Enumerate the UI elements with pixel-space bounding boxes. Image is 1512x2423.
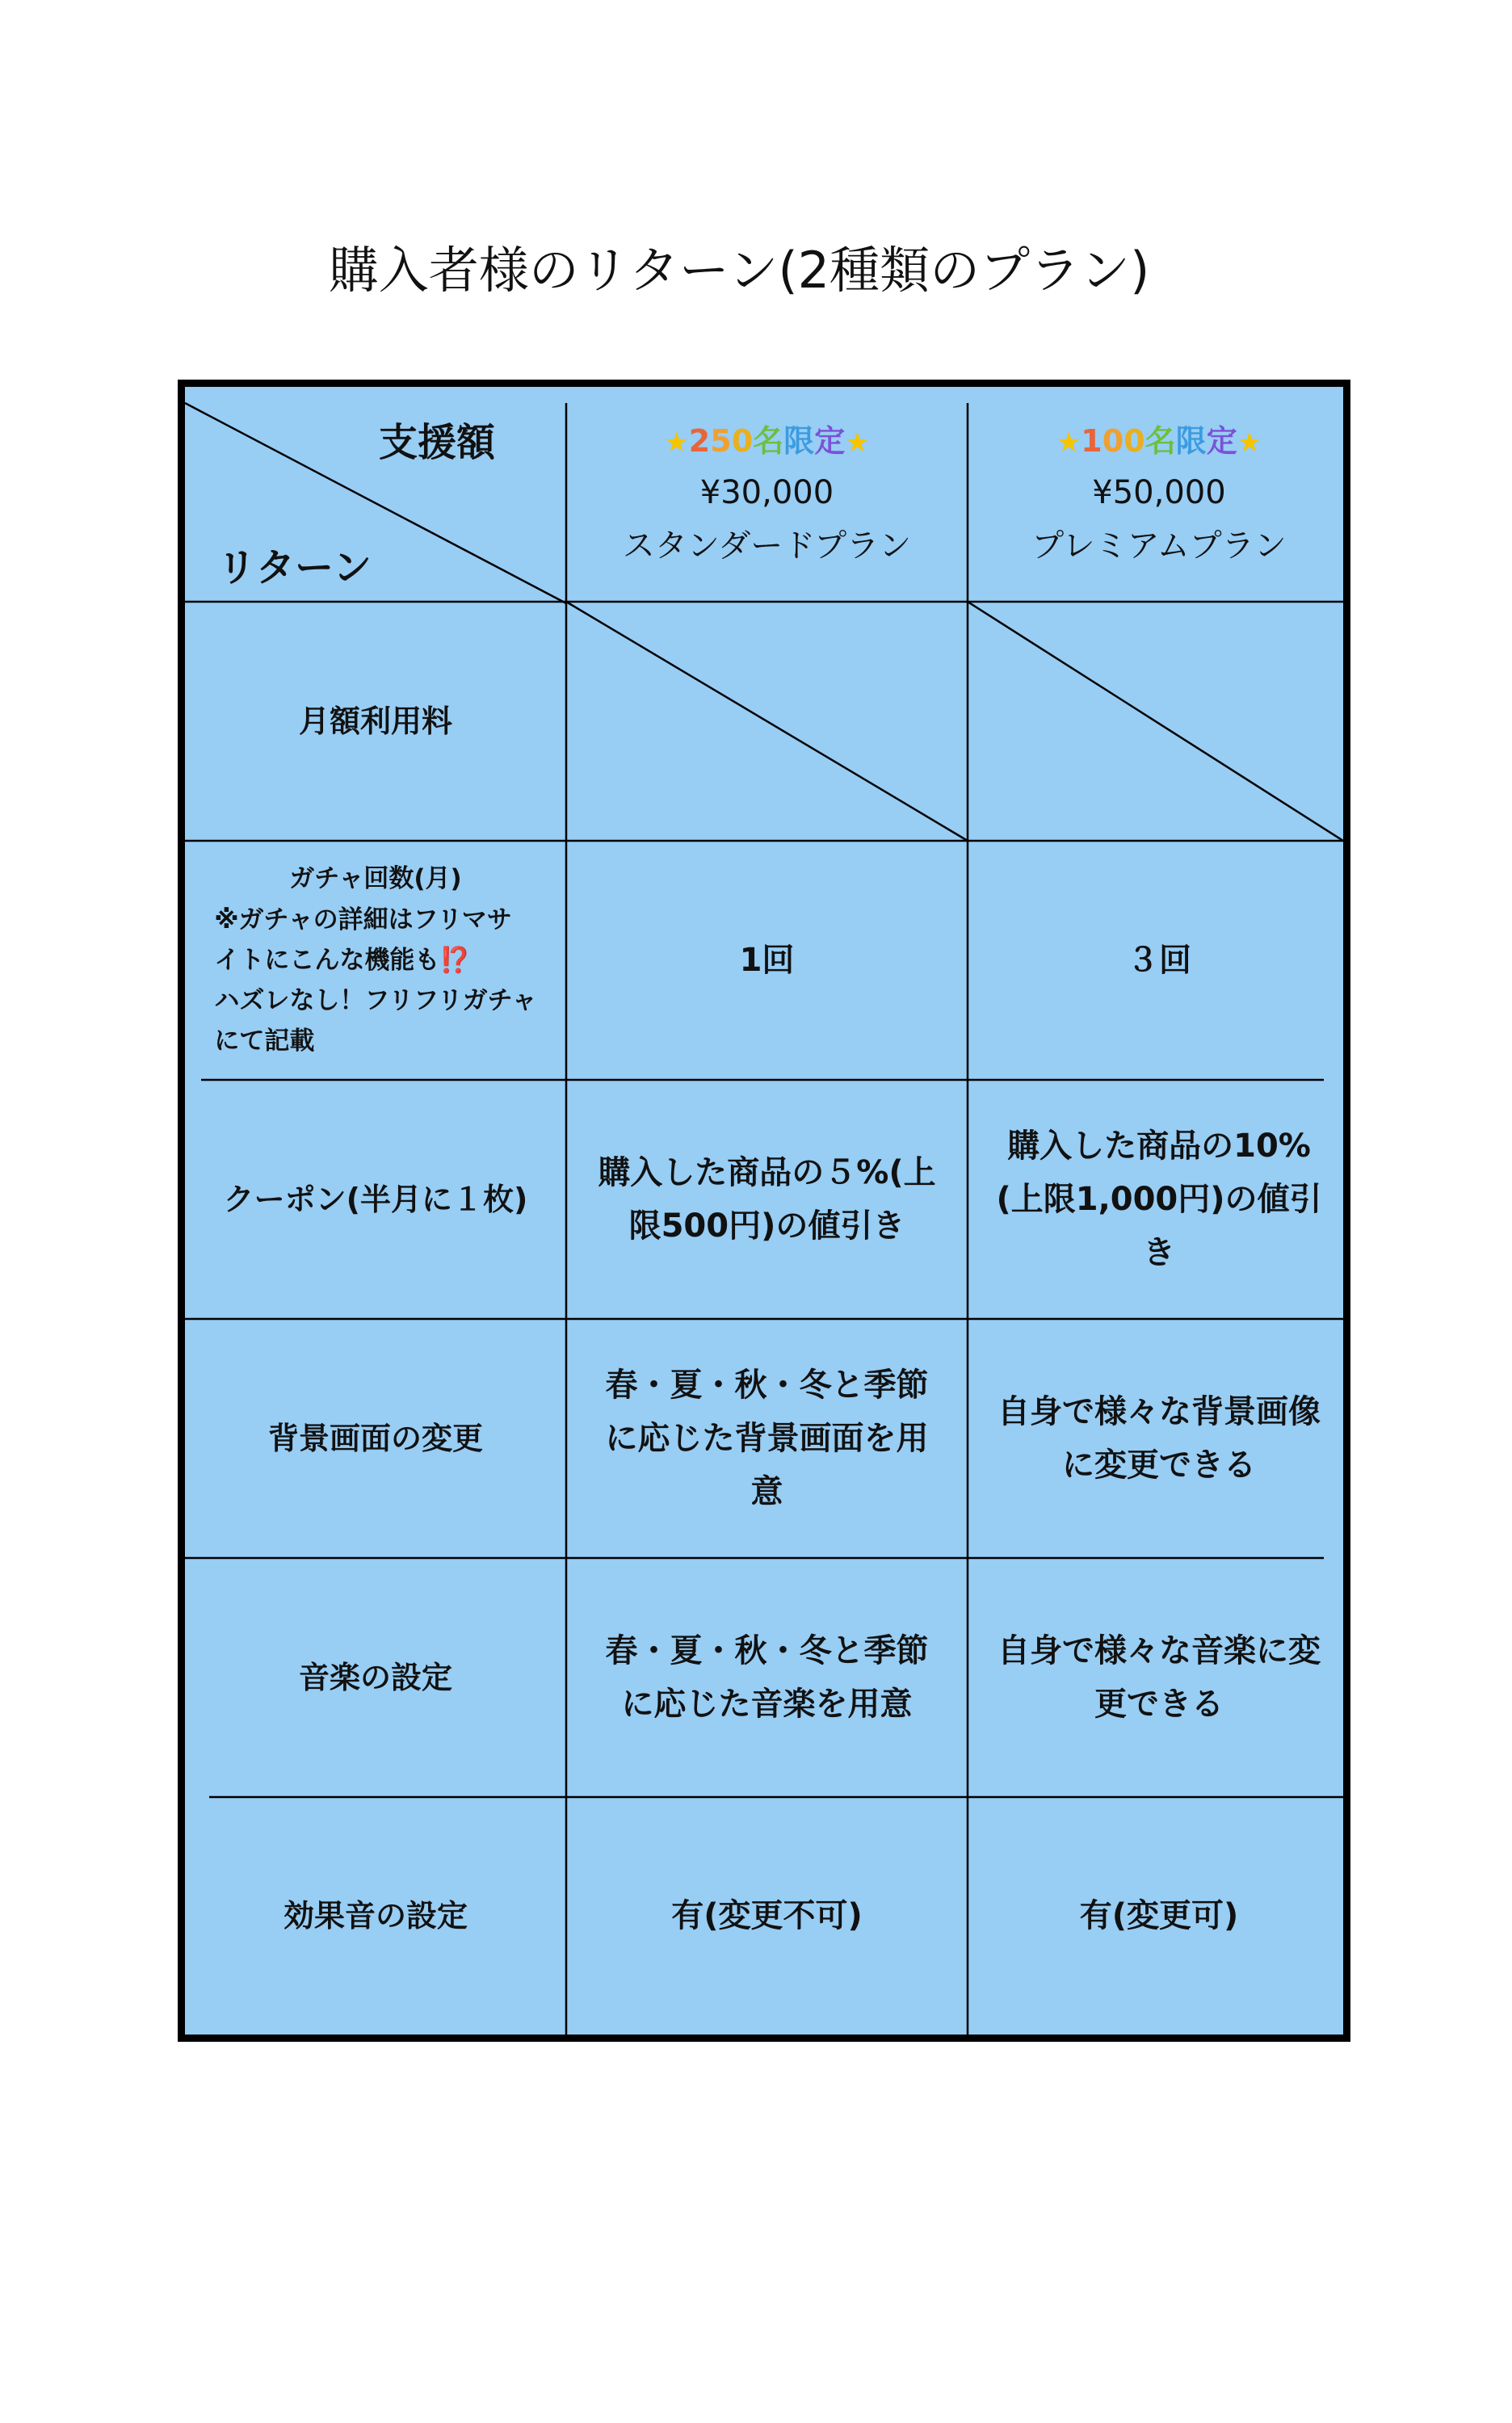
star-icon: ★ xyxy=(1237,426,1262,459)
limit-char: 0 xyxy=(1102,422,1124,459)
row-label-coupon: クーポン(半月に１枚) xyxy=(223,1181,528,1217)
text-line: き xyxy=(1143,1234,1175,1271)
corner-label-amount: 支援額 xyxy=(379,420,496,465)
premium-plan-name: プレミアムプラン xyxy=(1031,527,1287,565)
text-line: に応じた背景画面を用 xyxy=(605,1420,929,1457)
limit-char: 限 xyxy=(1175,422,1207,459)
corner-label-returns: リターン xyxy=(217,545,372,590)
standard-background xyxy=(566,1319,968,1558)
text-line: 限500円)の値引き xyxy=(628,1207,905,1245)
text-line: 更できる xyxy=(1094,1686,1224,1723)
limit-char: 1 xyxy=(1081,422,1102,459)
standard-gacha-count: 1回 xyxy=(739,942,795,979)
returns-table xyxy=(178,380,1350,2042)
gacha-label-line: ハズレなし！フリフリガチャ xyxy=(214,986,537,1016)
text-line: 購入した商品の10% xyxy=(1007,1128,1311,1165)
premium-background xyxy=(968,1319,1350,1558)
limit-char: 5 xyxy=(710,422,732,459)
page-title: 購入者様のリターン(2種類のプラン) xyxy=(328,241,1150,300)
text-line: 購入した商品の５%(上 xyxy=(598,1154,936,1191)
standard-fee-diagonal xyxy=(566,602,968,841)
limit-char: 0 xyxy=(1124,422,1145,459)
standard-plan-header xyxy=(566,387,968,602)
limit-char: 2 xyxy=(688,422,711,459)
star-icon: ★ xyxy=(664,426,689,459)
premium-gacha-count: ３回 xyxy=(1127,942,1191,979)
text-line: 意 xyxy=(750,1473,783,1510)
row-label-background: 背景画面の変更 xyxy=(267,1420,483,1456)
text-line: 春・夏・秋・冬と季節 xyxy=(605,1367,929,1404)
gacha-label-line: ※ガチャの詳細はフリマサ xyxy=(214,905,512,934)
premium-coupon xyxy=(968,1080,1350,1319)
text-line: (上限1,000円)の値引 xyxy=(996,1181,1322,1218)
standard-limit-badge xyxy=(664,416,869,467)
row-label-gacha xyxy=(185,841,566,1080)
standard-coupon xyxy=(566,1080,968,1319)
limit-char: 定 xyxy=(814,422,846,459)
premium-fee-diagonal xyxy=(968,602,1343,841)
text-line: に応じた音楽を用意 xyxy=(621,1686,913,1723)
standard-plan-name: スタンダードプラン xyxy=(622,527,912,565)
row-label-monthly-fee: 月額利用料 xyxy=(298,703,452,739)
standard-sound-effects: 有(変更不可) xyxy=(671,1897,863,1934)
premium-music xyxy=(968,1558,1350,1797)
exclamation-question-icon: ⁉️ xyxy=(439,945,471,975)
text-line: 自身で様々な背景画像 xyxy=(998,1393,1321,1430)
limit-char: 名 xyxy=(753,422,784,459)
premium-limit-badge xyxy=(1056,416,1262,467)
standard-music xyxy=(566,1558,968,1797)
gacha-label-line: イトにこんな機能も xyxy=(214,945,440,975)
gacha-label-line: にて記載 xyxy=(214,1027,315,1056)
text-line: 自身で様々な音楽に変 xyxy=(998,1632,1321,1669)
text-line: 春・夏・秋・冬と季節 xyxy=(605,1632,929,1669)
row-label-sound-effects: 効果音の設定 xyxy=(283,1897,468,1934)
text-line: に変更できる xyxy=(1062,1447,1256,1484)
limit-char: 0 xyxy=(731,422,754,459)
limit-char: 限 xyxy=(783,422,815,459)
limit-char: 定 xyxy=(1206,422,1237,459)
premium-price: ¥50,000 xyxy=(1092,474,1226,512)
star-icon: ★ xyxy=(1056,426,1082,459)
gacha-label-line: ガチャ回数(月) xyxy=(289,864,462,894)
limit-char: 名 xyxy=(1144,422,1176,459)
standard-price: ¥30,000 xyxy=(699,474,834,512)
premium-plan-header xyxy=(968,387,1350,602)
star-icon: ★ xyxy=(845,426,870,459)
row-label-music: 音楽の設定 xyxy=(298,1659,452,1695)
premium-sound-effects: 有(変更可) xyxy=(1079,1897,1239,1934)
